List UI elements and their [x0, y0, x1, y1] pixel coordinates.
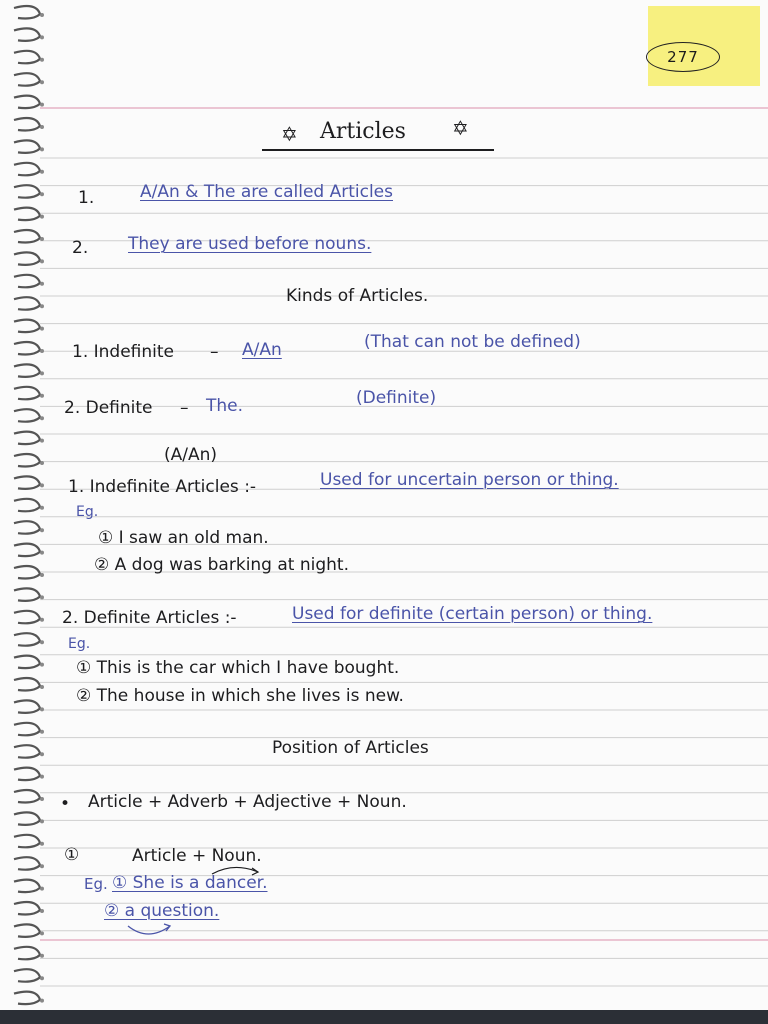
article-forms: (A/An)	[164, 445, 218, 465]
section-heading: Position of Articles	[272, 738, 429, 758]
example-label: Eg.	[84, 875, 108, 893]
bullet: •	[60, 794, 71, 814]
list-number: 1.	[78, 188, 95, 208]
subsection-description: Used for definite (certain person) or thing.	[292, 604, 653, 624]
star-of-david-icon: ✡	[281, 122, 298, 146]
example-label: Eg.	[68, 636, 91, 652]
list-number: 2.	[72, 238, 89, 258]
dash: –	[180, 398, 189, 418]
example-sentence: ② A dog was barking at night.	[94, 555, 349, 575]
kind-label: 1. Indefinite	[72, 342, 174, 362]
definition-line: A/An & The are called Articles	[140, 182, 393, 202]
spiral-binding	[0, 0, 60, 1024]
example-sentence: ② a question.	[104, 901, 220, 921]
kind-note: (That can not be defined)	[364, 332, 581, 352]
subsection-heading: 2. Definite Articles :-	[62, 608, 237, 628]
section-heading: Kinds of Articles.	[286, 286, 429, 306]
subsection-heading: 1. Indefinite Articles :-	[68, 477, 257, 497]
page-bottom-edge	[0, 1010, 768, 1024]
page-title: Articles	[320, 119, 406, 144]
rule-formula: Article + Adverb + Adjective + Noun.	[88, 792, 407, 812]
example-sentence: ① I saw an old man.	[98, 528, 269, 548]
page-number: 277	[646, 42, 720, 72]
dash: –	[210, 342, 219, 362]
kind-value: A/An	[242, 340, 282, 360]
definition-line: They are used before nouns.	[128, 234, 372, 254]
kind-value: The.	[206, 396, 244, 416]
arrow-annotation	[120, 918, 180, 940]
example-label: Eg.	[76, 504, 99, 520]
subsection-description: Used for uncertain person or thing.	[320, 470, 619, 490]
star-of-david-icon: ✡	[452, 116, 469, 140]
title-underline	[262, 149, 494, 151]
rule-text: Article + Noun.	[132, 846, 262, 866]
arrow-annotation	[206, 862, 266, 878]
kind-label: 2. Definite	[64, 398, 153, 418]
list-number: ①	[64, 845, 80, 865]
example-sentence: ① This is the car which I have bought.	[76, 658, 400, 678]
example-sentence: ① She is a dancer.	[112, 873, 268, 893]
example-sentence: ② The house in which she lives is new.	[76, 686, 404, 706]
kind-note: (Definite)	[356, 388, 437, 408]
